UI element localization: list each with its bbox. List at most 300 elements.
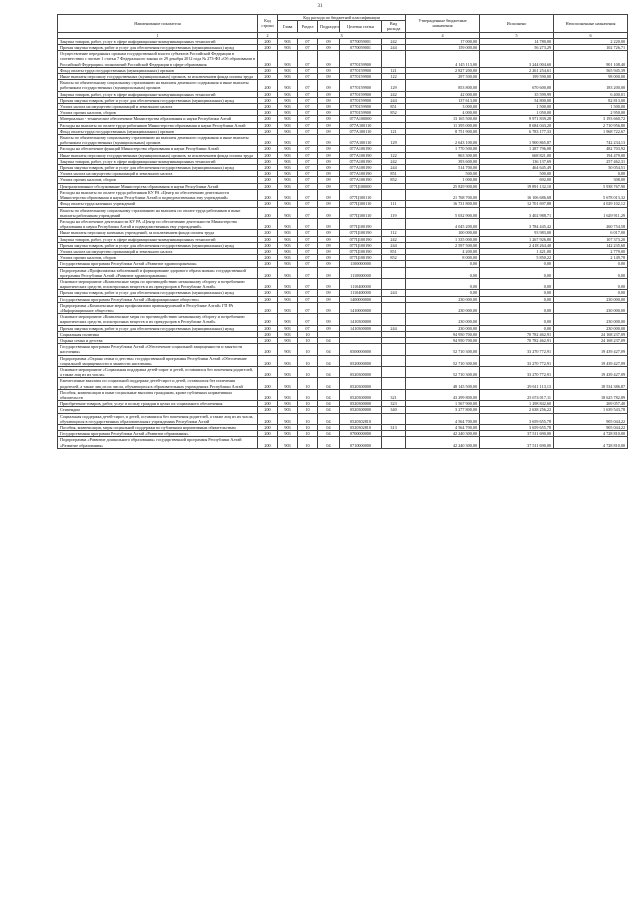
row-subsection: 09 — [318, 74, 340, 80]
row-target-code: 0520300000 — [340, 378, 382, 389]
row-unexecuted: 19 439 427,09 — [554, 355, 628, 366]
row-unexecuted: 194 479,00 — [554, 152, 628, 158]
row-line-code: 200 — [258, 171, 278, 177]
col-number: 4 — [406, 32, 480, 38]
row-section: 07 — [298, 45, 318, 51]
row-subsection: 04 — [318, 413, 340, 424]
table-row — [58, 355, 628, 366]
row-section: 10 — [298, 378, 318, 389]
row-chapter: 903 — [278, 171, 298, 177]
row-subsection: 09 — [318, 242, 340, 248]
row-line-code: 200 — [258, 51, 278, 68]
header-line-code: Код строки — [258, 15, 278, 33]
row-subsection: 09 — [318, 38, 340, 44]
row-name: Основное мероприятие «Комплексные меры по противодействию незаконному обороту и потреблению наркотических средств, психотропных веществ и их прекурсоров в Республике Алтай» — [58, 278, 258, 289]
table-row — [58, 366, 628, 377]
row-unexecuted: 260 754,58 — [554, 218, 628, 229]
row-line-code: 200 — [258, 337, 278, 343]
row-expense-type — [382, 218, 406, 229]
row-subsection: 09 — [318, 261, 340, 267]
row-line-code: 200 — [258, 189, 278, 200]
row-name: Фонд оплаты труда государственных (муниципальных) органов — [58, 128, 258, 134]
row-target-code: 077Ц100110 — [340, 189, 382, 200]
row-subsection: 09 — [318, 146, 340, 152]
row-line-code: 200 — [258, 366, 278, 377]
row-unexecuted: 19 439 427,09 — [554, 366, 628, 377]
row-subsection: 04 — [318, 344, 340, 355]
row-section: 07 — [298, 128, 318, 134]
row-section: 07 — [298, 104, 318, 110]
row-executed: 33 270 772,91 — [480, 344, 554, 355]
row-name: Стипендии — [58, 407, 258, 413]
row-subsection: 04 — [318, 355, 340, 366]
row-line-code: 200 — [258, 261, 278, 267]
row-approved: 500,00 — [406, 171, 480, 177]
row-expense-type: 111 — [382, 201, 406, 207]
row-executed: 0,00 — [480, 302, 554, 313]
row-section: 07 — [298, 255, 318, 261]
row-approved: 0,00 — [406, 278, 480, 289]
table-row — [58, 135, 628, 146]
row-expense-type: 242 — [382, 38, 406, 44]
row-target-code: 0770159900 — [340, 74, 382, 80]
row-executed: 199 590,00 — [480, 74, 554, 80]
row-executed: 500,00 — [480, 171, 554, 177]
row-subsection: 09 — [318, 218, 340, 229]
row-executed: 1 421,00 — [480, 248, 554, 254]
row-name: Закупка товаров, работ, услуг в сфере информационно-коммуникационных технологий — [58, 236, 258, 242]
row-target-code: 077Ц100190 — [340, 248, 382, 254]
row-name: Уплата налога на имущество организаций и земельного налога — [58, 248, 258, 254]
col-number: 1 — [58, 32, 258, 38]
row-line-code: 200 — [258, 110, 278, 116]
row-line-code: 200 — [258, 331, 278, 337]
row-expense-type — [382, 413, 406, 424]
row-target-code: 1410300000 — [340, 325, 382, 331]
row-executed: 14 780,00 — [480, 38, 554, 44]
row-expense-type: 321 — [382, 389, 406, 400]
row-chapter: 903 — [278, 135, 298, 146]
row-target-code: 077A100110 — [340, 135, 382, 146]
row-approved: 94 950 700,00 — [406, 337, 480, 343]
row-name: Централизованное обслуживание Министерства образования и науки Республики Алтай — [58, 183, 258, 189]
table-header — [58, 15, 628, 39]
header-target: Целевая статья — [340, 21, 382, 32]
row-line-code: 200 — [258, 325, 278, 331]
row-line-code: 200 — [258, 407, 278, 413]
row-section: 07 — [298, 278, 318, 289]
row-chapter: 903 — [278, 116, 298, 122]
row-chapter: 903 — [278, 110, 298, 116]
row-expense-type: 121 — [382, 128, 406, 134]
row-line-code: 200 — [258, 116, 278, 122]
row-unexecuted: 901 108,40 — [554, 51, 628, 68]
row-approved: 100 000,00 — [406, 230, 480, 236]
row-expense-type — [382, 366, 406, 377]
row-line-code: 200 — [258, 278, 278, 289]
row-line-code: 200 — [258, 296, 278, 302]
row-unexecuted: 1 639 543,78 — [554, 407, 628, 413]
row-unexecuted: 4 728 810,00 — [554, 431, 628, 437]
row-approved: 1 770 500,00 — [406, 146, 480, 152]
row-name: Осуществление переданных органам государственной власти субъектов Российской Федерации в соответствии с частью 1 статьи 7 Федерального закона от 29 декабря 2012 года № 273-ФЗ «Об образовании в Российской Федерации» полномочий Российской Федерации в сфере образования — [58, 51, 258, 68]
row-chapter: 903 — [278, 104, 298, 110]
row-target-code: 077A100190 — [340, 152, 382, 158]
row-line-code: 200 — [258, 45, 278, 51]
row-executed: 1 267 926,80 — [480, 236, 554, 242]
row-approved: 17 000,00 — [406, 38, 480, 44]
row-approved: 1 335 000,00 — [406, 236, 480, 242]
row-executed: 0,00 — [480, 267, 554, 278]
row-executed: 0,00 — [480, 278, 554, 289]
row-subsection: 09 — [318, 290, 340, 296]
row-approved: 2 597 500,00 — [406, 242, 480, 248]
row-chapter: 903 — [278, 401, 298, 407]
row-section: 07 — [298, 314, 318, 325]
row-expense-type: 851 — [382, 104, 406, 110]
row-executed: 668 821,00 — [480, 152, 554, 158]
row-name: Уплата прочих налогов, сборов — [58, 255, 258, 261]
row-target-code: 077Ц100190 — [340, 236, 382, 242]
row-approved: 94 950 700,00 — [406, 331, 480, 337]
row-target-code: 0770159900 — [340, 110, 382, 116]
row-line-code: 200 — [258, 128, 278, 134]
row-executed: 33 270 772,91 — [480, 366, 554, 377]
row-approved: 0,00 — [406, 267, 480, 278]
row-chapter: 903 — [278, 389, 298, 400]
row-executed: 1 298 842,60 — [480, 401, 554, 407]
row-subsection: 09 — [318, 152, 340, 158]
row-approved: 42 240 300,00 — [406, 431, 480, 437]
row-executed: 54 800,00 — [480, 97, 554, 103]
row-subsection: 09 — [318, 110, 340, 116]
table-row — [58, 218, 628, 229]
row-chapter: 903 — [278, 128, 298, 134]
row-chapter: 903 — [278, 177, 298, 183]
row-line-code: 200 — [258, 135, 278, 146]
row-executed: 25 674 017,11 — [480, 389, 554, 400]
row-chapter: 903 — [278, 290, 298, 296]
row-section: 10 — [298, 401, 318, 407]
row-section: 10 — [298, 366, 318, 377]
row-expense-type: 129 — [382, 135, 406, 146]
row-chapter: 903 — [278, 366, 298, 377]
row-expense-type: 242 — [382, 236, 406, 242]
row-unexecuted: 230 000,00 — [554, 314, 628, 325]
row-executed: 37 511 690,00 — [480, 437, 554, 448]
row-executed: 1 900 865,87 — [480, 135, 554, 146]
row-section: 07 — [298, 116, 318, 122]
row-name: Социальная поддержка детей-сирот, и детей, оставшихся без попечения родителей, а также лиц из их числа, обучающихся в государственных образовательных учреждениях Республики Алтай — [58, 413, 258, 424]
row-section: 10 — [298, 431, 318, 437]
row-name: Фонд оплаты труда государственных (муниципальных) органов — [58, 67, 258, 73]
row-subsection: 09 — [318, 278, 340, 289]
row-executed: 37 511 690,00 — [480, 431, 554, 437]
page-number: 31 — [317, 4, 323, 9]
row-expense-type: 244 — [382, 242, 406, 248]
row-section: 07 — [298, 91, 318, 97]
row-executed: 2 261 254,61 — [480, 67, 554, 73]
row-approved: 4 200,00 — [406, 248, 480, 254]
row-subsection: 09 — [318, 267, 340, 278]
row-expense-type — [382, 189, 406, 200]
table-row — [58, 80, 628, 91]
row-executed: 70 782 462,91 — [480, 337, 554, 343]
row-line-code: 200 — [258, 67, 278, 73]
row-approved: 4 564 700,00 — [406, 413, 480, 424]
row-subsection: 09 — [318, 128, 340, 134]
row-chapter: 903 — [278, 146, 298, 152]
row-chapter: 903 — [278, 242, 298, 248]
row-name: Прочая закупка товаров, работ и услуг для обеспечения государственных (муниципальных) нужд — [58, 290, 258, 296]
row-section: 07 — [298, 236, 318, 242]
row-chapter: 903 — [278, 218, 298, 229]
row-unexecuted: 82 813,00 — [554, 97, 628, 103]
row-line-code: 200 — [258, 242, 278, 248]
row-executed: 19 891 132,10 — [480, 183, 554, 189]
row-name: Прочая закупка товаров, работ и услуг для обеспечения государственных (муниципальных) нужд — [58, 325, 258, 331]
table-body — [58, 38, 628, 448]
row-unexecuted: 257 462,31 — [554, 158, 628, 164]
row-section: 07 — [298, 171, 318, 177]
row-unexecuted: 5 678 013,32 — [554, 189, 628, 200]
row-approved: 393 600,00 — [406, 158, 480, 164]
row-subsection: 04 — [318, 378, 340, 389]
row-subsection: 09 — [318, 122, 340, 128]
row-unexecuted: 269 057,40 — [554, 401, 628, 407]
row-section: 07 — [298, 122, 318, 128]
header-chapter: Глава — [278, 21, 298, 32]
row-chapter: 903 — [278, 158, 298, 164]
row-line-code: 200 — [258, 158, 278, 164]
row-section: 07 — [298, 248, 318, 254]
row-target-code: 0520300000 — [340, 407, 382, 413]
row-approved: 16 731 800,00 — [406, 201, 480, 207]
row-section: 07 — [298, 74, 318, 80]
row-line-code: 200 — [258, 389, 278, 400]
row-chapter: 903 — [278, 325, 298, 331]
row-executed: 670 600,00 — [480, 80, 554, 91]
row-unexecuted: 2 950,00 — [554, 110, 628, 116]
row-line-code: 200 — [258, 314, 278, 325]
row-line-code: 200 — [258, 207, 278, 218]
table-row — [58, 267, 628, 278]
row-target-code: 0700000000 — [340, 431, 382, 437]
row-subsection: 04 — [318, 407, 340, 413]
row-subsection: 09 — [318, 230, 340, 236]
row-expense-type: 852 — [382, 255, 406, 261]
row-section: 07 — [298, 242, 318, 248]
row-approved: 159 000,00 — [406, 45, 480, 51]
row-section: 07 — [298, 146, 318, 152]
row-line-code: 200 — [258, 255, 278, 261]
row-name: Иные выплаты персоналу казенных учреждений, за исключением фонда оплаты труда — [58, 230, 258, 236]
table-row — [58, 302, 628, 313]
row-subsection: 09 — [318, 201, 340, 207]
row-approved: 137 613,00 — [406, 97, 480, 103]
row-section: 07 — [298, 152, 318, 158]
row-chapter: 903 — [278, 337, 298, 343]
row-expense-type: 129 — [382, 80, 406, 91]
row-unexecuted: 24 168 237,09 — [554, 331, 628, 337]
row-subsection: 09 — [318, 51, 340, 68]
row-executed: 33 270 772,91 — [480, 355, 554, 366]
row-expense-type — [382, 51, 406, 68]
row-section: 10 — [298, 407, 318, 413]
row-subsection: 09 — [318, 236, 340, 242]
row-line-code: 200 — [258, 122, 278, 128]
row-unexecuted: 98 000,00 — [554, 74, 628, 80]
row-executed: 3 402 988,71 — [480, 207, 554, 218]
row-expense-type: 244 — [382, 45, 406, 51]
row-executed: 12 701 697,88 — [480, 201, 554, 207]
row-name: Ежемесячные выплаты по социальной поддержке детей-сирот и детей, оставшихся без попечения родителей, а также лиц из их числа, обучающихся в образовательных учреждениях Республики Алтай — [58, 378, 258, 389]
row-approved: 3 000,00 — [406, 104, 480, 110]
row-expense-type — [382, 267, 406, 278]
row-name: Подпрограмма «Профилактика заболеваний и формирование здорового образа жизни» государственной программы Республики Алтай «Развитие здравоохранения» — [58, 267, 258, 278]
row-executed: 0,00 — [480, 314, 554, 325]
row-unexecuted: 19 439 427,09 — [554, 344, 628, 355]
row-target-code: 0770159900 — [340, 80, 382, 91]
row-subsection: 09 — [318, 135, 340, 146]
row-unexecuted: 4 728 810,00 — [554, 437, 628, 448]
row-subsection: 04 — [318, 431, 340, 437]
row-target-code: 1110400000 — [340, 290, 382, 296]
row-name: Расходы на обеспечение функций Министерства образования и науки Республики Алтай — [58, 146, 258, 152]
header-type: Вид расхода — [382, 21, 406, 32]
row-executed: 70 782 462,91 — [480, 331, 554, 337]
row-approved: 8 751 900,00 — [406, 128, 480, 134]
row-subsection: 04 — [318, 401, 340, 407]
row-expense-type: 851 — [382, 171, 406, 177]
row-section: 10 — [298, 437, 318, 448]
row-chapter: 903 — [278, 378, 298, 389]
row-target-code: 077A100190 — [340, 165, 382, 171]
row-target-code: 077A100000 — [340, 116, 382, 122]
row-section: 07 — [298, 325, 318, 331]
row-line-code: 200 — [258, 218, 278, 229]
row-name: Прочая закупка товаров, работ и услуг для обеспечения государственных (муниципальных) нужд — [58, 242, 258, 248]
row-chapter: 903 — [278, 425, 298, 431]
row-unexecuted: 2 710 956,80 — [554, 122, 628, 128]
row-expense-type — [382, 314, 406, 325]
row-executed: 3 659 655,78 — [480, 425, 554, 431]
row-approved: 43 299 800,00 — [406, 389, 480, 400]
row-chapter: 903 — [278, 207, 298, 218]
row-approved: 0,00 — [406, 261, 480, 267]
row-unexecuted: 230 000,00 — [554, 325, 628, 331]
row-approved: 863 300,00 — [406, 152, 480, 158]
row-chapter: 903 — [278, 344, 298, 355]
row-name: Основное мероприятие «Комплексные меры по противодействию незаконному обороту и потреблению наркотических средств, психотропных веществ и их прекурсоров в Республике Алтай» — [58, 314, 258, 325]
row-executed: 29 611 113,13 — [480, 378, 554, 389]
row-chapter: 903 — [278, 152, 298, 158]
row-chapter: 903 — [278, 51, 298, 68]
row-approved: 52 710 300,00 — [406, 344, 480, 355]
row-unexecuted: 2 149,78 — [554, 255, 628, 261]
row-subsection: 04 — [318, 425, 340, 431]
row-name: Материально - техническое обеспечение Министерства образования и науки Республики Алтай — [58, 116, 258, 122]
row-expense-type: 122 — [382, 74, 406, 80]
row-section: 10 — [298, 389, 318, 400]
row-subsection: 09 — [318, 314, 340, 325]
row-chapter: 903 — [278, 189, 298, 200]
row-chapter: 903 — [278, 91, 298, 97]
row-unexecuted: 905 044,22 — [554, 413, 628, 424]
row-chapter: 903 — [278, 67, 298, 73]
row-approved: 1 567 900,00 — [406, 401, 480, 407]
row-name: Взносы по обязательному социальному страхованию на выплаты денежного содержания и иные выплаты работникам государственных (муниципальных) органов — [58, 135, 258, 146]
row-target-code: 077A100190 — [340, 177, 382, 183]
row-target-code: 1400000000 — [340, 296, 382, 302]
row-target-code: 077Ц100110 — [340, 207, 382, 218]
row-approved: 2 827 200,00 — [406, 67, 480, 73]
row-target-code: 0520300000 — [340, 366, 382, 377]
row-name: Уплата прочих налогов, сборов — [58, 177, 258, 183]
row-unexecuted: 0,00 — [554, 267, 628, 278]
row-subsection: 09 — [318, 67, 340, 73]
row-section: 07 — [298, 158, 318, 164]
col-number: 5 — [480, 32, 554, 38]
row-line-code: 200 — [258, 437, 278, 448]
row-target-code: 1110400000 — [340, 278, 382, 289]
row-section: 07 — [298, 51, 318, 68]
row-executed: 16 106 686,68 — [480, 189, 554, 200]
row-unexecuted: 18 534 386,87 — [554, 378, 628, 389]
row-line-code: 200 — [258, 91, 278, 97]
row-section: 07 — [298, 177, 318, 183]
row-approved: 8 000,00 — [406, 255, 480, 261]
row-target-code: 1100000000 — [340, 261, 382, 267]
table-row — [58, 207, 628, 218]
row-approved: 4 145 113,00 — [406, 51, 480, 68]
row-unexecuted: 0,00 — [554, 290, 628, 296]
row-approved: 48 145 500,00 — [406, 378, 480, 389]
row-line-code: 200 — [258, 355, 278, 366]
row-subsection: 09 — [318, 207, 340, 218]
row-section: 10 — [298, 344, 318, 355]
row-section: 07 — [298, 290, 318, 296]
row-subsection: 09 — [318, 255, 340, 261]
row-chapter: 903 — [278, 331, 298, 337]
row-name: Закупка товаров, работ, услуг в сфере информационно-коммуникационных технологий — [58, 91, 258, 97]
row-target-code: 077Ц100000 — [340, 183, 382, 189]
row-target-code: 1110000000 — [340, 267, 382, 278]
row-executed: 2 638 256,22 — [480, 407, 554, 413]
row-name: Закупка товаров, работ, услуг в сфере информационно-коммуникационных технологий — [58, 38, 258, 44]
row-unexecuted: 142 235,60 — [554, 242, 628, 248]
row-line-code: 200 — [258, 230, 278, 236]
row-unexecuted: 2 779,00 — [554, 248, 628, 254]
row-approved: 230 000,00 — [406, 296, 480, 302]
row-target-code: 0500000000 — [340, 344, 382, 355]
row-target-code: 0770159900 — [340, 91, 382, 97]
row-expense-type: 313 — [382, 425, 406, 431]
row-approved: 11 395 000,00 — [406, 122, 480, 128]
row-name: Фонд оплаты труда казенных учреждений — [58, 201, 258, 207]
row-section: 07 — [298, 97, 318, 103]
row-name: Иные выплаты персоналу государственных (муниципальных) органов, за исключением фонда оплаты труда — [58, 74, 258, 80]
row-unexecuted: 6 400,01 — [554, 91, 628, 97]
row-approved: 42 000,00 — [406, 91, 480, 97]
row-line-code: 200 — [258, 177, 278, 183]
row-subsection: 09 — [318, 325, 340, 331]
row-unexecuted: 0,00 — [554, 171, 628, 177]
row-section: 07 — [298, 296, 318, 302]
row-section: 07 — [298, 261, 318, 267]
row-subsection: 09 — [318, 189, 340, 200]
row-approved: 297 500,00 — [406, 74, 480, 80]
